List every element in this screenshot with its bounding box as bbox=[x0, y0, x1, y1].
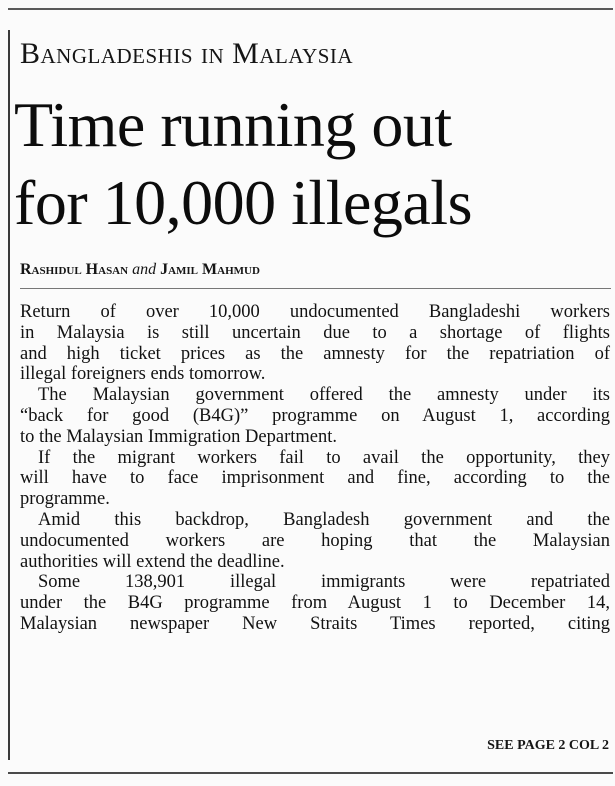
left-column-rule bbox=[8, 30, 10, 760]
body-line: will have to face imprisonment and fine, according to the bbox=[20, 468, 610, 489]
bottom-rule bbox=[8, 772, 613, 774]
body-line: Amid this backdrop, Bangladesh government and the bbox=[38, 509, 610, 530]
continuation-link: SEE PAGE 2 COL 2 bbox=[487, 738, 609, 753]
body-line: If the migrant workers fail to avail the opportunity, they bbox=[38, 447, 610, 468]
body-line: to the Malaysian Immigration Department. bbox=[20, 426, 337, 447]
article-body bbox=[20, 302, 610, 635]
headline bbox=[14, 86, 614, 242]
byline bbox=[20, 260, 260, 280]
body-line: undocumented workers are hoping that the Malaysian bbox=[20, 530, 610, 551]
body-line: Malaysian newspaper New Straits Times reported, citing bbox=[20, 613, 610, 634]
body-line: programme. bbox=[20, 489, 110, 510]
body-line: in Malaysia is still uncertain due to a shortage of flights bbox=[20, 322, 610, 343]
body-line: illegal foreigners ends tomorrow. bbox=[20, 364, 266, 385]
byline-conjunction: and bbox=[132, 261, 157, 278]
top-rule bbox=[8, 8, 613, 10]
body-line: Some 138,901 illegal immigrants were repatriated bbox=[38, 572, 610, 593]
body-line: The Malaysian government offered the amnesty under its bbox=[38, 385, 610, 406]
body-line: and high ticket prices as the amnesty for the repatriation of bbox=[20, 343, 610, 364]
byline-author-2: Jamil Mahmud bbox=[160, 261, 260, 278]
headline-line-1: Time running out bbox=[14, 89, 452, 160]
body-line: authorities will extend the deadline. bbox=[20, 551, 285, 572]
section-kicker: Bangladeshis in Malaysia bbox=[20, 37, 354, 70]
body-line: “back for good (B4G)” programme on August 1, according bbox=[20, 405, 610, 426]
headline-line-2: for 10,000 illegals bbox=[14, 167, 472, 238]
body-line: Return of over 10,000 undocumented Bangladeshi workers bbox=[20, 302, 610, 322]
byline-author-1: Rashidul Hasan bbox=[20, 261, 129, 278]
byline-rule bbox=[20, 288, 611, 289]
body-line: under the B4G programme from August 1 to December 14, bbox=[20, 593, 610, 614]
